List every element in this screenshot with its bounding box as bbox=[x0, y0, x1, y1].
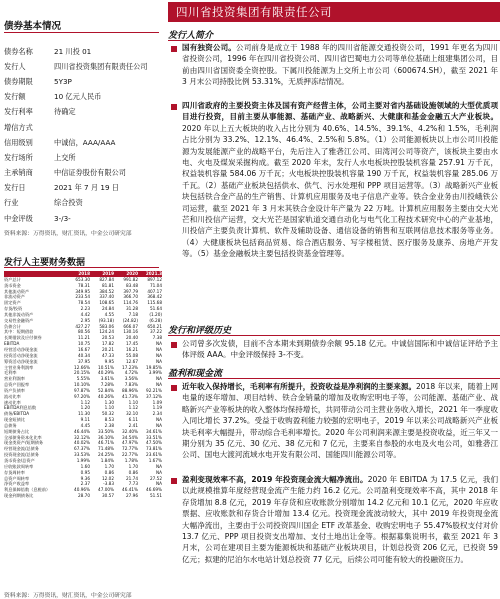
table-cell: 16.67 bbox=[78, 346, 90, 352]
info-row bbox=[4, 59, 159, 74]
table-cell: 27.52 bbox=[150, 475, 162, 481]
section-rule bbox=[168, 40, 500, 41]
table-cell: 37.95 bbox=[78, 358, 90, 364]
table-cell: 52.84% bbox=[98, 387, 114, 393]
table-cell: 2.34 bbox=[152, 411, 162, 417]
table-cell: 46.41% bbox=[122, 487, 138, 493]
table-cell: 净资产收益率 bbox=[4, 481, 30, 487]
table-cell: 73.81% bbox=[146, 446, 162, 452]
table-cell: 0.86 bbox=[128, 469, 138, 475]
table-cell: (6.28) bbox=[149, 317, 162, 323]
table-cell: EBITDA bbox=[4, 341, 20, 347]
table-cell: 2.38 bbox=[104, 422, 114, 428]
table-cell: 337.40 bbox=[99, 294, 114, 300]
table-cell: 46.71% bbox=[98, 440, 114, 446]
table-cell: 4.45 bbox=[80, 422, 90, 428]
table-cell: NA bbox=[156, 422, 162, 428]
table-cell: 6.11 bbox=[128, 417, 138, 423]
info-key: 主承销商 bbox=[4, 168, 33, 178]
info-row bbox=[4, 90, 159, 105]
bullet-icon bbox=[171, 46, 177, 52]
paragraph-lead: 四川省政府的主要投资主体及国有资产经营主体，公司主要对省内基础设施领域的大型优质项目进行投资，目前主要从事能源、基础产业、战略新兴、大健康和基金金融五大产业板块。 bbox=[182, 101, 498, 122]
table-cell: 55.08 bbox=[126, 352, 138, 358]
table-cell: 50.32 bbox=[102, 411, 114, 417]
table-cell: 其他流动资产 bbox=[4, 288, 30, 294]
info-row bbox=[4, 166, 159, 181]
info-value: 3-/3- bbox=[54, 214, 71, 224]
table-cell: 11.21 bbox=[78, 335, 90, 341]
table-cell: 货币资金 bbox=[4, 282, 21, 288]
table-cell: 2021.3 bbox=[145, 271, 162, 277]
table-cell: 78.54 bbox=[78, 300, 90, 306]
table-cell: 7.83% bbox=[124, 382, 138, 388]
table-cell: 全部债务资本化比率 bbox=[4, 434, 42, 440]
bullet-icon bbox=[171, 385, 177, 391]
table-cell: 资产总计 bbox=[4, 276, 21, 282]
table-cell: 2.95 bbox=[80, 317, 90, 323]
paragraph-body: 2020 年以上五大板块的收入占比分别为 40.6%、14.5%、39.1%、4.2%和 1.5%，毛利润占比分别为 33.2%、12.1%、46.4%、2.5%和 5.8%。（1）公司能源板块以上市公司川投能源为发展能源产业的战略平台，先后注入了雅砻江公司、田湾河公司等资产，该板块主要由水电、火电及煤炭采掘构成。截至 2020 年末，发行人水电板块控股装机容量 257.91 万千瓦，权益装机容量 584.06 万千瓦；火电板块控股装机容量 190 万千瓦，权益装机容量 285.06 万千瓦。（2）基础产业板块包括供水、供气、污水处理和 PPP 项目运营等。（3）战略新兴产业板块包括铁合金产品的生产销售、计算机应用服务及电子信息产业等。铁合金业务由川投峨铁公司运营，截至 2021 年 3 月末其铁合金设计年产量为 22 万吨。计算机应用服务主要由交大光芒和川投信产运营，交大光芒是国家轨道交通自动化与电气化工程技术研究中心的产业基地，川投信产主要负责计算机、软件及辅助设备、通信设备的销售和互联网信息技术服务等业务。（4）大健康板块包括商品贸易、综合酒店服务、写字楼租赁、医疗服务及康养、房地产开发等。（5）基金金融板块主要包括投资基金管理等。 bbox=[182, 123, 498, 259]
table-cell: 1.30 bbox=[104, 399, 114, 405]
info-value: 21 川投 01 bbox=[54, 46, 92, 56]
table-cell: NA bbox=[156, 463, 162, 469]
table-cell: 40.96% bbox=[74, 487, 90, 493]
table-cell: 20.40 bbox=[126, 335, 138, 341]
financial-data-rule bbox=[4, 267, 159, 268]
info-row bbox=[4, 120, 159, 135]
table-cell: 36.10% bbox=[98, 434, 114, 440]
table-cell: 投资活动净现金流 bbox=[4, 352, 38, 358]
info-key: 发行额 bbox=[4, 92, 26, 102]
section-rule bbox=[168, 378, 500, 379]
table-cell: 1.12 bbox=[80, 399, 90, 405]
table-cell: 4.55 bbox=[104, 311, 114, 317]
table-cell: 41.73% bbox=[122, 393, 138, 399]
table-cell: 108.65 bbox=[99, 300, 114, 306]
bond-info-table bbox=[4, 44, 159, 226]
table-cell: 2019 bbox=[102, 271, 114, 277]
table-cell: 现金到期债务比 bbox=[4, 493, 34, 499]
table-cell: 7.73 bbox=[128, 481, 138, 487]
table-cell: 47.33 bbox=[102, 352, 114, 358]
table-cell: -3.83 bbox=[103, 481, 114, 487]
table-cell: 2020 bbox=[126, 271, 138, 277]
info-key: 发行利率 bbox=[4, 107, 33, 117]
table-cell: 1.10 bbox=[128, 399, 138, 405]
paragraph-body: 2020 年 EBITDA 为 17.5 亿元，我们以此规模推算年度经营现金流产生能力约 16.2 亿元。公司盈利变现效率不高，其中 2018 年存货增加 8.8 亿元，2019 年存货和应收账款分别增加 14.2 亿元和 10.1 亿元，2020 年应收票据、应收账款和存货合计增加 13.4 亿元。投资现金流波动较大，其中 2019 年投资现金流大幅净流出，主要由于公司投资四川国企 ETF 改革基金、收购宏明电子 55.47%股权支付对价 13.7 亿元、PPP 项目投资支出增加、支付土地出让金等。根据募集说明书，截至 2021 年 3 月末，公司在建项目主要为能源板块和基础产业板块项目，计划总投资 206 亿元，已投资 59 亿元；拟建的尼泊尔水电站计划总投资 77 亿元，后续公司可能有较大的投融资压力。 bbox=[182, 475, 498, 564]
table-cell: NA bbox=[156, 376, 162, 382]
paragraph-business bbox=[182, 100, 498, 260]
info-value: 2021 年 7 月 19 日 bbox=[54, 183, 119, 193]
table-cell: 交易性金融资产 bbox=[4, 317, 34, 323]
table-cell: 33.53% bbox=[74, 452, 90, 458]
paragraph-lead: 国有独资公司。 bbox=[182, 43, 237, 52]
info-row bbox=[4, 74, 159, 89]
info-key: 中金评级 bbox=[4, 213, 33, 223]
table-cell: 40.02% bbox=[74, 440, 90, 446]
info-value: 四川省投资集团有限责任公司 bbox=[54, 61, 148, 71]
table-cell: 应收账款周转率 bbox=[4, 463, 34, 469]
info-value: 中信证券股份有限公司 bbox=[54, 168, 126, 178]
table-cell: 81.81 bbox=[102, 282, 114, 288]
info-key: 债券名称 bbox=[4, 46, 33, 56]
table-cell: 总债务 bbox=[4, 422, 17, 428]
info-row bbox=[4, 181, 159, 196]
table-cell: 368.42 bbox=[147, 294, 162, 300]
table-cell: 47.50% bbox=[146, 440, 162, 446]
table-cell: NA bbox=[156, 382, 162, 388]
paragraph-rating: 公司曾多次发债，目前不含本期未到期债券余额 95.18 亿元。中诚信国际和中诚信证评给予主体评级 AAA。中金评级保持 3-不变。 bbox=[182, 339, 498, 360]
info-value: 5Y3P bbox=[54, 77, 72, 87]
table-cell: 32.12% bbox=[74, 434, 90, 440]
table-cell: 20.21 bbox=[102, 346, 114, 352]
section-rule bbox=[168, 335, 500, 336]
table-cell: 其他非流动资产 bbox=[4, 311, 34, 317]
table-cell: 存货/投资 bbox=[4, 306, 23, 312]
table-cell: EBITDA利息倍数 bbox=[4, 405, 37, 411]
table-cell: 2.41 bbox=[128, 422, 138, 428]
info-value: 上交所 bbox=[54, 152, 76, 162]
table-cell: 92.21% bbox=[146, 387, 162, 393]
table-cell: 97.87% bbox=[74, 387, 90, 393]
table-cell: 1.60 bbox=[80, 463, 90, 469]
table-cell: 1.09 bbox=[152, 399, 162, 405]
table-cell: 46.44% bbox=[74, 428, 90, 434]
table-cell: 21.74 bbox=[126, 475, 138, 481]
table-cell: 3.99% bbox=[148, 370, 162, 376]
table-cell: 资产负债率 bbox=[4, 387, 25, 393]
table-cell: 23.61% bbox=[146, 452, 162, 458]
table-cell: 37.12% bbox=[146, 393, 162, 399]
table-cell: 1.78% bbox=[124, 458, 138, 464]
table-cell: 主营业务利润率 bbox=[4, 364, 34, 370]
bullet-icon bbox=[171, 104, 177, 110]
financial-data-source: 资料来源：万得资讯，财汇资讯，中金公司研究部 bbox=[4, 593, 132, 599]
table-cell: 经营活动净现金流 bbox=[4, 346, 38, 352]
bond-info-title: 债券基本情况 bbox=[4, 21, 62, 32]
table-cell: 40.34 bbox=[78, 352, 90, 358]
table-cell: 7.18 bbox=[128, 311, 138, 317]
table-cell: 427.27 bbox=[75, 323, 90, 329]
table-cell: 78.31 bbox=[78, 282, 90, 288]
table-cell: 3.56% bbox=[124, 376, 138, 382]
table-cell: 34.54% bbox=[122, 434, 138, 440]
table-cell: NA bbox=[156, 417, 162, 423]
info-row bbox=[4, 44, 159, 59]
info-value: 综合投资 bbox=[54, 198, 83, 208]
table-cell: 97.20% bbox=[74, 393, 90, 399]
paragraph-body: 2018 年以来，随着上网电量的逐年增加、项目结转、铁合金销量的增加及收购宏明电子等，公司能源、基础产业、战略新兴产业等板块的收入整体均保持增长，共同带动公司主营业务收入增长，2021 年一季度收入同比增长 37.2%。受益于收购盈利能力较强的宏明电子，2019 年以来公司战略新兴产业板块毛利率大幅提升，带动综合毛利率增长。2020 年公司利润来源主要是投资收益，近三年又一期分别为 35 亿元、30 亿元、38 亿元和 7 亿元，主要来自参股的水电及火电公司，如雅砻江公司、国电大渡河流域水电开发有限公司、国能四川能源公司等。 bbox=[182, 382, 498, 460]
table-cell: 115.68 bbox=[147, 300, 162, 306]
table-cell: 现金短债比 bbox=[4, 417, 25, 423]
table-cell: 速动比率 bbox=[4, 399, 21, 405]
table-cell: 9.11 bbox=[80, 417, 90, 423]
table-cell: 7.38 bbox=[152, 335, 162, 341]
table-cell: 28.70 bbox=[78, 493, 90, 499]
info-row bbox=[4, 211, 159, 226]
section-issuer-intro: 发行人简介 bbox=[168, 31, 214, 41]
table-cell: 17.23% bbox=[122, 364, 138, 370]
table-cell: 非流动资产 bbox=[4, 294, 25, 300]
table-cell: 16.21 bbox=[126, 346, 138, 352]
table-cell: 5.55% bbox=[76, 376, 90, 382]
table-cell: 31.28 bbox=[126, 306, 138, 312]
issuer-banner: 四川省投资集团有限责任公司 bbox=[168, 2, 500, 22]
table-cell: 33.51% bbox=[146, 434, 162, 440]
table-cell: 长期借款及应付债券 bbox=[4, 335, 42, 341]
table-cell: 27.96 bbox=[126, 493, 138, 499]
paragraph-lead: 盈利变现效率不高，2019 年投资现金流大幅净流出。 bbox=[182, 475, 368, 484]
paragraph-ownership bbox=[182, 42, 498, 88]
table-cell: 12.67 bbox=[126, 358, 138, 364]
table-cell: 24.84 bbox=[102, 306, 114, 312]
info-row bbox=[4, 150, 159, 165]
info-key: 发行人 bbox=[4, 61, 26, 71]
info-key: 发行场所 bbox=[4, 152, 33, 162]
table-cell: 12.66% bbox=[74, 364, 90, 370]
table-cell: 投资现金流/总债务 bbox=[4, 452, 39, 458]
table-cell: 11.30 bbox=[78, 411, 90, 417]
table-cell: (1.20) bbox=[149, 311, 162, 317]
table-cell: 349.95 bbox=[75, 288, 90, 294]
main-content bbox=[168, 0, 500, 599]
table-cell: 33.50% bbox=[98, 428, 114, 434]
table-cell: 1.67% bbox=[148, 458, 162, 464]
table-cell: 总资产周转率 bbox=[4, 475, 30, 481]
table-cell: 124.24 bbox=[99, 329, 114, 335]
table-cell: 2.23 bbox=[80, 306, 90, 312]
table-cell: 32.40% bbox=[122, 428, 138, 434]
table-cell: 40.26% bbox=[98, 393, 114, 399]
bond-info-rule bbox=[4, 32, 159, 33]
table-cell: 407.17 bbox=[147, 288, 162, 294]
table-cell: 827.84 bbox=[99, 276, 114, 282]
table-cell: 88.96% bbox=[122, 387, 138, 393]
table-cell: 991.82 bbox=[123, 276, 138, 282]
table-cell: 71.04 bbox=[150, 282, 162, 288]
table-cell: 3.61% bbox=[100, 376, 114, 382]
section-issuance-history: 发行和评级历史 bbox=[168, 326, 232, 336]
table-cell: 4.42 bbox=[80, 311, 90, 317]
table-cell: 1.19 bbox=[152, 405, 162, 411]
paragraph-body: 公司前身是成立于 1988 年的四川省能源交通投资公司，1991 年更名为四川省投资公司，1996 年在四川省投资公司、四川省巴蜀电力公司等单位基础上组建集团公司，目前由四川省国资委全资控股。下属川投能源为上交所上市公司（600674.SH），截至 2021 年 3 月末公司持股比例 53.31%，无质押冻结情况。 bbox=[182, 43, 498, 87]
table-cell: 存货周转率 bbox=[4, 469, 25, 475]
table-cell: NA bbox=[156, 352, 162, 358]
table-cell: 1.70 bbox=[104, 463, 114, 469]
table-cell: (24.82) bbox=[122, 317, 138, 323]
table-cell: 12.02 bbox=[102, 475, 114, 481]
table-cell: 9.95 bbox=[104, 358, 114, 364]
table-cell: 71.48% bbox=[98, 446, 114, 452]
paragraph-cashflow bbox=[182, 474, 498, 565]
bullet-icon bbox=[171, 478, 177, 484]
table-cell: 650.21 bbox=[147, 323, 162, 329]
info-row bbox=[4, 196, 159, 211]
table-cell: 51.51 bbox=[150, 493, 162, 499]
table-cell: 130.16 bbox=[123, 329, 138, 335]
paragraph-revenue bbox=[182, 381, 498, 461]
table-cell: 46.69% bbox=[146, 487, 162, 493]
table-cell: NA bbox=[156, 341, 162, 347]
info-value: 待确定 bbox=[54, 107, 76, 117]
info-row bbox=[4, 105, 159, 120]
table-cell: 2.37 bbox=[80, 481, 90, 487]
table-cell: 40.29% bbox=[98, 370, 114, 376]
financial-data-table bbox=[4, 271, 162, 499]
table-cell: 1.99% bbox=[76, 458, 90, 464]
table-cell: 固定资产 bbox=[4, 300, 21, 306]
table-cell: NA bbox=[156, 358, 162, 364]
table-cell: NA bbox=[156, 481, 162, 487]
table-cell: 366.70 bbox=[123, 294, 138, 300]
table-cell: 筹资活动净现金流 bbox=[4, 358, 38, 364]
info-key: 债券期限 bbox=[4, 76, 33, 86]
table-cell: 30.57 bbox=[102, 493, 114, 499]
table-cell: 10.10% bbox=[74, 382, 90, 388]
table-cell: 利息保障倍数（息税前） bbox=[4, 487, 51, 493]
table-cell: 34.61% bbox=[146, 428, 162, 434]
table-cell: 233.54 bbox=[75, 294, 90, 300]
table-cell: 32.10 bbox=[126, 411, 138, 417]
table-cell: 9.36 bbox=[80, 475, 90, 481]
table-cell: 24.25% bbox=[98, 452, 114, 458]
left-sidebar bbox=[0, 0, 163, 599]
table-cell: 583.06 bbox=[99, 323, 114, 329]
info-key: 增信方式 bbox=[4, 122, 33, 132]
table-cell: 毛利率 bbox=[4, 370, 17, 376]
table-cell: 0.86 bbox=[104, 469, 114, 475]
table-cell: 22.77% bbox=[122, 452, 138, 458]
table-cell: 1.20 bbox=[80, 405, 90, 411]
table-cell: 现金类资产/短期债务 bbox=[4, 440, 44, 446]
info-key: 发行日 bbox=[4, 183, 26, 193]
table-cell: 0.95 bbox=[80, 469, 90, 475]
table-cell: 8.53 bbox=[104, 417, 114, 423]
info-value: 10 亿元人民币 bbox=[54, 92, 102, 102]
table-cell: 19.85% bbox=[146, 364, 162, 370]
table-cell: 114.76 bbox=[123, 300, 138, 306]
table-cell: 流动比率 bbox=[4, 393, 21, 399]
table-cell: (93.18) bbox=[98, 317, 114, 323]
table-cell: 4.72% bbox=[124, 370, 138, 376]
info-key: 行业 bbox=[4, 198, 19, 208]
info-row bbox=[4, 135, 159, 150]
table-cell: 666.07 bbox=[123, 323, 138, 329]
financial-data-title: 发行人主要财务数据 bbox=[4, 258, 86, 268]
info-key: 信用级别 bbox=[4, 137, 33, 147]
table-cell: 37.22 bbox=[150, 329, 162, 335]
table-cell: NA bbox=[156, 346, 162, 352]
table-cell: 债务/EBITDA bbox=[4, 411, 30, 417]
table-cell: 10.51% bbox=[98, 364, 114, 370]
table-cell: 7.28% bbox=[100, 382, 114, 388]
table-cell: 653.30 bbox=[75, 276, 90, 282]
table-cell: 47.00% bbox=[98, 487, 114, 493]
table-cell: 51.64 bbox=[150, 306, 162, 312]
table-cell: 1.84% bbox=[100, 458, 114, 464]
table-cell: 397.79 bbox=[123, 288, 138, 294]
table-cell: 货币资金/总资产 bbox=[4, 458, 35, 464]
table-cell: 10.75 bbox=[78, 341, 90, 347]
table-cell: 20.15% bbox=[74, 370, 90, 376]
table-cell: 17.82 bbox=[102, 341, 114, 347]
table-cell: 1.12 bbox=[128, 405, 138, 411]
table-cell: 897.12 bbox=[147, 276, 162, 282]
table-cell: NA bbox=[156, 469, 162, 475]
bond-info-source: 资料来源：万得资讯，财汇资讯，中金公司研究部 bbox=[4, 231, 132, 237]
table-cell: 其中：短期借款 bbox=[4, 329, 34, 335]
table-cell: 总资产回报率 bbox=[4, 382, 30, 388]
table-cell: 1.10 bbox=[104, 405, 114, 411]
table-cell: 72.77% bbox=[122, 446, 138, 452]
table-cell: 384.52 bbox=[99, 288, 114, 294]
table-cell: 负债合计 bbox=[4, 323, 21, 329]
table-cell: 67.37% bbox=[74, 446, 90, 452]
table-cell: 20.53 bbox=[102, 335, 114, 341]
table-cell: 短期债务占比 bbox=[4, 428, 30, 434]
table-cell: 2018 bbox=[78, 271, 90, 277]
table-cell: 47.97% bbox=[122, 440, 138, 446]
section-profit-cashflow: 盈利和现金流 bbox=[168, 369, 223, 379]
table-row bbox=[4, 493, 162, 499]
info-value: 中诚信，AAA/AAA bbox=[54, 137, 116, 147]
table-cell: 80.56 bbox=[78, 329, 90, 335]
table-cell: 17.45 bbox=[126, 341, 138, 347]
table-cell: 营业利润率 bbox=[4, 376, 25, 382]
table-cell: 83.48 bbox=[126, 282, 138, 288]
paragraph-lead: 近年收入保持增长，毛利率有所提升，投资收益是净利润的主要来源。 bbox=[182, 382, 416, 391]
table-cell: 1.70 bbox=[128, 463, 138, 469]
bullet-icon bbox=[171, 342, 177, 348]
table-cell: 经营现金流/总债务 bbox=[4, 446, 39, 452]
